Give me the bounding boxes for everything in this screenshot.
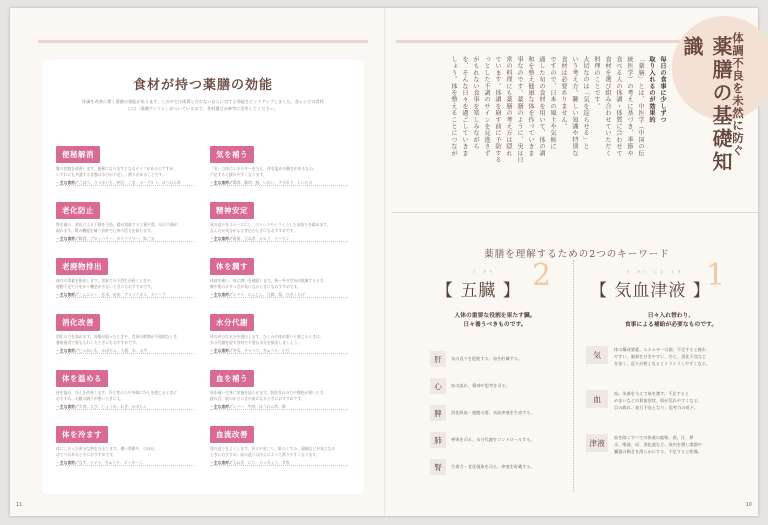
effect-card [56, 142, 194, 186]
effect-card [210, 142, 348, 186]
effect-description: 血の巡りをよくします。冷えや肩こり、肌のくすみ、頭痛などが気になる ときにおすすめ。血の巡りは冷えによって滞りやすくなります。 [210, 446, 336, 457]
effect-description: 気の巡りをスムーズにし、ストレスやイライラした気持ちを鎮めます。 なんだか気分がふさぎ込むときにもおすすめです。 [210, 222, 331, 233]
element-row [586, 346, 746, 367]
intro-column: 適した旬の食材を用いて、体の調 [538, 56, 545, 157]
organ-description: 呼吸を司る。水分代謝をコントロールする。 [451, 437, 535, 442]
intro-column: 統医学）の考えに基づき、季節や [626, 56, 633, 157]
card-separator [210, 409, 348, 410]
element-description: 血。栄養を与えて体を潤す。不足すると めまいなどの貧血症状、肌が荒れやすくなる、 目の疲れ。血行不良となり、思考力の低下。 [614, 391, 702, 410]
effect-foods-list: なす、トマト、きゅうり、ズッキーニ [78, 460, 143, 465]
kiketsu-subtitle [596, 312, 746, 330]
organ-row [430, 348, 570, 370]
main-title: 薬膳の基礎知識 [680, 36, 733, 174]
effect-description: 体液を補い、体に潤いを補給します。秋～冬の空気が乾燥するとき、 喉や肌のカサつきが気になるときにもおすすめです。 [210, 278, 328, 289]
element-tag: 気 [586, 346, 608, 364]
intro-column: ですので、日本の風土や気候に [549, 56, 556, 150]
card-separator [210, 185, 348, 186]
effect-foods-list: トマト、にんじん、豆腐、梨、白きくらげ [232, 292, 305, 297]
intro-column: 常の料理にも薬膳の考え方は隠れ [505, 56, 512, 157]
effect-description: 「気」は体にエネルギーを与え、体を温める働きがあるもの。 不足すると疲れやすくなります。 [210, 166, 317, 177]
gozo-subtitle-line1: 人体の重要な役割を果たす臓。 [454, 313, 536, 319]
organ-tag: 肺 [430, 432, 446, 448]
gozo-subtitle [430, 312, 560, 330]
effect-label: 精神安定 [210, 202, 254, 219]
gutter-shadow [384, 8, 386, 516]
effect-card [210, 198, 348, 242]
effect-label: 老廃物排出 [56, 258, 108, 275]
organ-tag: 脾 [430, 405, 446, 421]
effect-description: 消化の力を高めます。胃腸が弱ったときや、食事の時間が不規則なとき、 暴飲暴食で胃もたれしたときにもおすすめです。 [56, 334, 181, 345]
effects-title: 食材が持つ薬膳の効能 [132, 78, 273, 93]
organ-row [430, 402, 570, 424]
effect-label: 消化改善 [56, 314, 100, 331]
intro-column: 和を整え健康な体を作っていきま [527, 56, 534, 157]
effect-card [210, 310, 348, 354]
card-separator [56, 465, 194, 466]
element-description: 体の構成要素、エネルギーの源。不足すると疲れ やすい、風邪をひきやすい、冷え、消化不良など を招く。巡りが悪くなるとイライラしやすくなる。 [614, 347, 711, 366]
foods-prefix: ・主な食材／ [56, 180, 79, 185]
left-header-rule [38, 40, 368, 43]
element-tag: 血 [586, 390, 608, 408]
organ-description: 気の巡りを促進する。血を貯蔵する。 [451, 356, 523, 361]
foods-prefix: ・主な食材／ [210, 348, 233, 353]
card-separator [56, 409, 194, 410]
effects-panel [42, 60, 364, 494]
effect-foods-list: 玉ねぎ、にら、らっきょう、青魚 [232, 460, 290, 465]
card-separator [210, 353, 348, 354]
effect-label: 血を補う [210, 370, 254, 387]
gozo-ruby: ご ぞう [472, 270, 496, 274]
card-separator [210, 241, 348, 242]
effect-label: 体を冷ます [56, 426, 108, 443]
foods-prefix: ・主な食材／ [210, 236, 233, 241]
element-tag: 津液 [586, 434, 608, 452]
organ-row [430, 375, 570, 397]
left-page-number: 11 [16, 502, 23, 508]
organ-description: 生命力・老化現象を司る。津液を貯蔵する。 [451, 464, 535, 469]
intro-column: ています。体調を崩す前に予防する [494, 56, 501, 164]
effect-foods-list: こんにゃく、玄米、昆布、アスパラガス、オリーブ [78, 292, 166, 297]
foods-prefix: ・主な食材／ [210, 404, 233, 409]
effect-label: 老化防止 [56, 202, 100, 219]
intro-column: 「薬膳」とは、中医学（中国の伝 [637, 56, 644, 157]
kiketsu-number: 1 [706, 258, 726, 293]
card-separator [56, 353, 194, 354]
card-separator [210, 465, 348, 466]
right-page-number: 10 [745, 502, 752, 508]
organ-tag: 腎 [430, 459, 446, 475]
effect-description: 血を補い全身に栄養を巡らせます。貧血ぎみの方や顔色が悪いとき、 疲れ目、肌のかさつきが気になるときにおすすめです。 [210, 390, 328, 401]
effect-foods-list: 冬瓜、キャベツ、きゅうり、小豆 [232, 348, 290, 353]
effect-foods-list: 羊肉、えび、しょうが、ねぎ、かぼちゃ [78, 404, 147, 409]
intro-column: 料理のことです。 [593, 56, 600, 110]
effect-foods-list: じゃがいも、かぼちゃ、大根、米、山芋 [78, 348, 148, 353]
effect-foods-list: レバー、牛肉、ほうれん草、卵 [232, 404, 286, 409]
effect-card [56, 422, 194, 466]
effect-foods-list: 鶏肉、豚肉、鮭、いわし、アボカド、しいたけ [232, 180, 313, 185]
keyword-column-divider [573, 260, 574, 492]
effect-foods-list: 春菊、玉ねぎ、セロリ、ピーマン [232, 236, 290, 241]
effect-foods-list: ごぼう、さつまいも、納豆、ごま、ヨーグルト、ほうれん草 [78, 180, 181, 185]
intro-column: 取り入れるのが効果的 [648, 56, 655, 123]
effect-description: 腸の状態を改善します。便秘になりますとなるタイプがあるのですが、 いずれにも共通する状態は水分が不足し、滞りがあることです。 [56, 166, 178, 177]
foods-prefix: ・主な食材／ [56, 460, 79, 465]
card-separator [56, 297, 194, 298]
effect-description: 腎を養い、老化による不調を予防。精が消耗すると髪や骨、耳の不調が 現れます。腎の機能を補う食材で心身の活力を保ちます。 [56, 222, 178, 233]
effect-foods-list: 豚肉、ブロッコリー、カリフラワー、黒ごま [78, 236, 155, 241]
foods-prefix: ・主な食材／ [210, 460, 233, 465]
kiketsu-heading: 【 気血津液 】 [590, 281, 711, 301]
organ-description: 消化吸収・運搬の要。気血津液を生成する。 [451, 410, 535, 415]
intro-vertical-text [438, 56, 666, 208]
effect-description: 体の余分な水分を排出します。むくみや体が重いと感じるときは、 水分代謝を促す食材で不要な水分を排出しましょう。 [210, 334, 324, 345]
gozo-subtitle-line2: 日々養うべきものです。 [463, 322, 527, 328]
effect-card [56, 254, 194, 298]
organ-description: 血の流れ、精神や思考を司る。 [451, 383, 510, 388]
foods-prefix: ・主な食材／ [56, 292, 79, 297]
intro-column: がもれない食事を楽しみながら [472, 56, 479, 150]
foods-prefix: ・主な食材／ [210, 292, 233, 297]
effect-label: 気を補う [210, 146, 254, 163]
effect-card [56, 310, 194, 354]
right-header-rule [396, 40, 688, 43]
effect-label: 体を潤す [210, 258, 254, 275]
book-spread [10, 8, 758, 516]
effect-label: 水分代謝 [210, 314, 254, 331]
effect-card [210, 422, 348, 466]
effect-description: 体を温め、冷えを改善します。冷え性の人や冬場に冷えを感じるときに おすすめ。お腹の調子が悪いときにも。 [56, 390, 178, 401]
organ-tag: 肝 [430, 351, 446, 367]
foods-prefix: ・主な食材／ [56, 404, 79, 409]
gozo-heading: 【 五臓 】 [436, 281, 521, 301]
foods-prefix: ・主な食材／ [56, 348, 79, 353]
effect-label: 血流改善 [210, 426, 254, 443]
effect-card [210, 254, 348, 298]
effects-intro: 体調を改善に導く薬膳の効能があります。この中では体質と合わない自らに対する効能をピックアップしました。各レシピの食材には「薬膳アイコン」がついているので、食材選びの参考に活用してください。 [82, 99, 324, 111]
intro-column: 大切なのは「気を巡らせる」と [582, 56, 589, 150]
organ-row [430, 429, 570, 451]
gozo-number: 2 [532, 258, 552, 293]
foods-prefix: ・主な食材／ [56, 236, 79, 241]
sub-title: 体調不良を未然に防ぐ [731, 32, 745, 157]
effect-card [56, 366, 194, 410]
effect-description: 体にこもった余分な熱を冷まします。暑い季節や、のぼせ、 ほてりがあるときにおすすめです。 [56, 446, 159, 457]
card-separator [210, 297, 348, 298]
card-separator [56, 241, 194, 242]
effect-card [56, 198, 194, 242]
effect-label: 体を温める [56, 370, 108, 387]
foods-prefix: ・主な食材／ [210, 180, 233, 185]
organ-row [430, 456, 570, 478]
card-separator [56, 185, 194, 186]
intro-column: 毎日の食事に少しずつ [659, 56, 666, 123]
keyword-heading: 薬膳を理解するための2つのキーワード [484, 249, 670, 260]
intro-column: しょう。体を整えることにつなが [450, 56, 457, 157]
intro-column: 食べる人の体調・体質に合わせて [615, 56, 622, 157]
intro-column: 事なのです。薬膳のように、実は日 [516, 56, 523, 164]
intro-column: 食材は必要ありません。 [560, 56, 567, 130]
intro-column: いう考え方。難しい知識や特別な [571, 56, 578, 157]
element-row [586, 434, 746, 455]
intro-column: を、そんな日々を過ごしていきま [461, 56, 468, 157]
intro-column: 食材を選び組み合わせていただく [604, 56, 611, 157]
kiketsu-subtitle-line1: 日々入れ替わり、 [647, 313, 695, 319]
intro-column: っとした不調のサインを見逃さず [483, 56, 490, 157]
effect-description: 体内の毒素を排出します。食事での不摂生が続くときや、 運動不足で汗をかく機会が少ないときにもおすすめです。 [56, 278, 155, 289]
element-row [586, 390, 746, 411]
organ-tag: 心 [430, 378, 446, 394]
section-divider [392, 212, 758, 213]
effect-card [210, 366, 348, 410]
effect-label: 便秘解消 [56, 146, 100, 163]
element-description: 血を除くすべての体液の総称。涙、汗、鼻 水、唾液、尿、消化液など。体内を潤し関節や 臓器の動きを滑らかにする。不足すると乾燥。 [614, 435, 702, 454]
kiketsu-subtitle-line2: 食事による補給が必要なものです。 [624, 322, 718, 328]
kiketsu-ruby: き けつ しん えき [626, 270, 684, 274]
